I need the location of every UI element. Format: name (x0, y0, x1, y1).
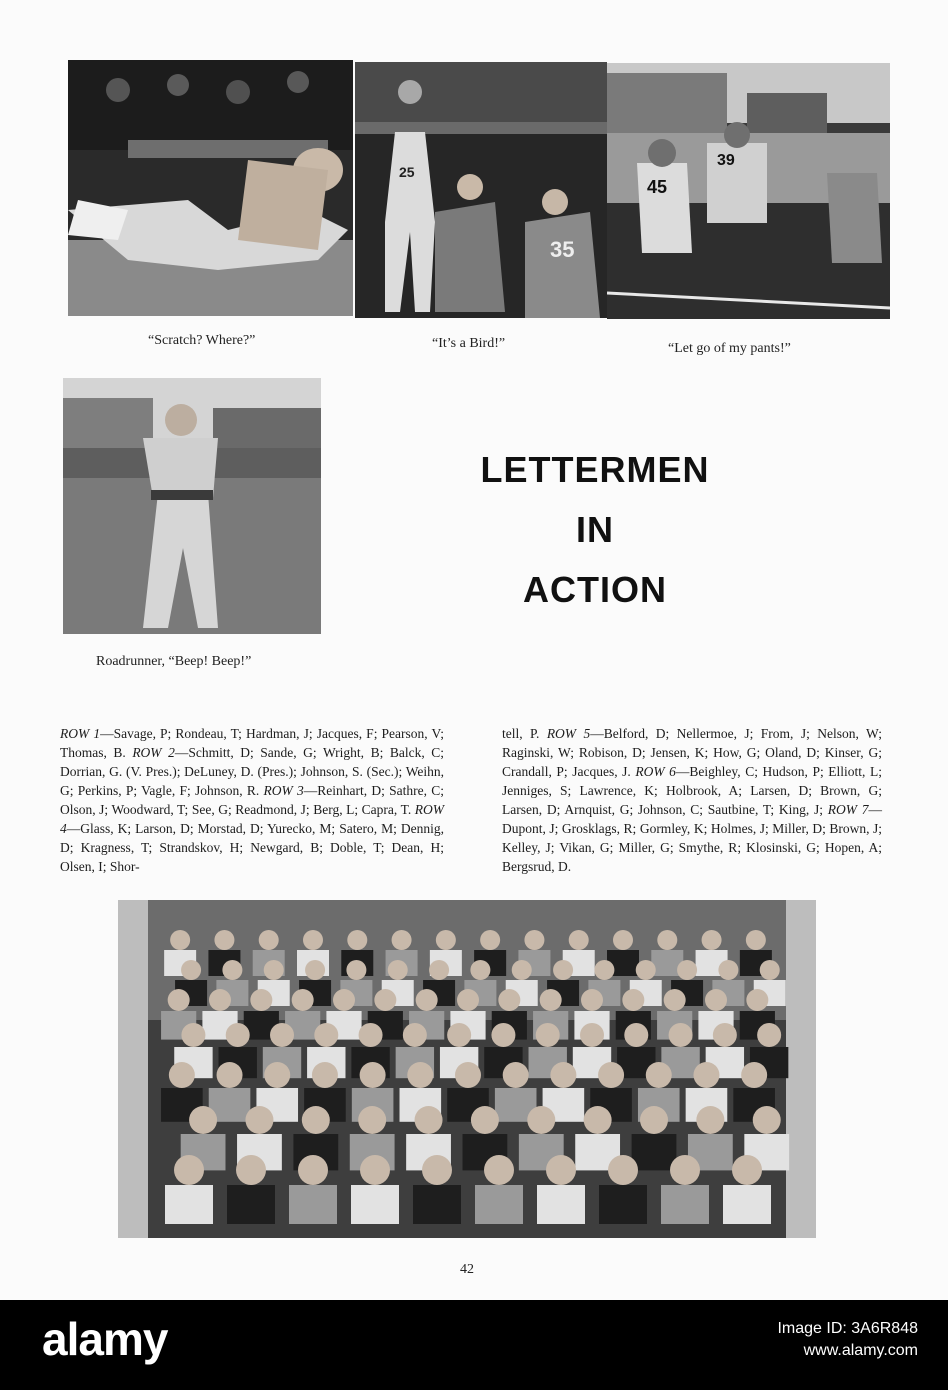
group-member-face (527, 1106, 555, 1134)
group-member-face (598, 1062, 624, 1088)
alamy-logo: alamy (42, 1313, 168, 1365)
basketball-jersey-number-25: 25 (399, 164, 415, 180)
group-member-face (455, 1062, 481, 1088)
group-member-face (392, 930, 412, 950)
group-member-face (702, 930, 722, 950)
group-member-body (475, 1185, 523, 1224)
group-member-face (415, 1106, 443, 1134)
group-member-body (537, 1185, 585, 1224)
wrestling-caption: “Scratch? Where?” (148, 333, 256, 348)
group-member-face (174, 1155, 204, 1185)
group-member-face (553, 960, 573, 980)
group-member-face (696, 1106, 724, 1134)
group-member-face (429, 960, 449, 980)
group-member-face (422, 1155, 452, 1185)
roster-row4-continued: tell, P. (502, 726, 547, 741)
group-member-face (498, 989, 520, 1011)
roster-right-column (502, 724, 882, 876)
group-member-face (664, 989, 686, 1011)
group-member-body (723, 1185, 771, 1224)
group-member-face (670, 1155, 700, 1185)
group-member-face (222, 960, 242, 980)
roster-row3-names: —Reinhart, D; Sathre, C; Olson, J; Woodward, T; See, G; Readmond, J; Berg, L; Capra, T. (60, 783, 444, 817)
group-member-face (471, 1106, 499, 1134)
group-member-face (540, 989, 562, 1011)
page-number: 42 (460, 1262, 474, 1277)
group-member-face (358, 1106, 386, 1134)
group-member-face (753, 1106, 781, 1134)
group-member-face (347, 930, 367, 950)
group-member-face (360, 1155, 390, 1185)
group-member-face (746, 930, 766, 950)
group-member-face (624, 1023, 648, 1047)
group-member-face (181, 1023, 205, 1047)
wrestling-photo (68, 60, 353, 316)
group-member-face (584, 1106, 612, 1134)
group-member-face (170, 930, 190, 950)
group-member-face (669, 1023, 693, 1047)
group-member-face (550, 1062, 576, 1088)
group-member-face (264, 1062, 290, 1088)
roster-row6-names: —Beighley, C; Hudson, P; Elliott, L; Jenniges, S; Lawrence, K; Holbrook, A; Larsen, D; Brown, G; Larsen, D; Arnquist, G; Johnson, C; Sautbine, T; King, J; (502, 764, 882, 817)
group-member-face (169, 1062, 195, 1088)
headline-line-2: IN (576, 509, 614, 550)
roster-row7-label: ROW 7 (827, 802, 869, 817)
group-member-face (305, 960, 325, 980)
roster-row4-names: —Glass, K; Larson, D; Morstad, D; Yurecko, M; Satero, M; Dennig, D; Kragness, T; Strandskov, H; Newgard, B; Doble, T; Dean, H; Olsen, I; Shor- (60, 821, 444, 874)
group-member-body (413, 1185, 461, 1224)
group-member-body (289, 1185, 337, 1224)
roster-row2-label: ROW 2 (132, 745, 175, 760)
group-member-face (314, 1023, 338, 1047)
group-member-face (259, 930, 279, 950)
group-member-face (403, 1023, 427, 1047)
group-member-body (351, 1185, 399, 1224)
basketball-photo (355, 62, 607, 318)
group-member-face (657, 930, 677, 950)
site-url: www.alamy.com (803, 1342, 918, 1359)
group-member-face (250, 989, 272, 1011)
group-member-face (491, 1023, 515, 1047)
roadrunner-caption: Roadrunner, “Beep! Beep!” (96, 654, 252, 669)
watermark-footer (0, 1300, 948, 1390)
group-member-body (661, 1185, 709, 1224)
group-member-body (599, 1185, 647, 1224)
football-jersey-number-39: 39 (717, 152, 735, 169)
roster-row3-label: ROW 3 (263, 783, 304, 798)
group-member-face (333, 989, 355, 1011)
group-member-face (407, 1062, 433, 1088)
group-member-face (613, 930, 633, 950)
roster-row1-names: —Savage, P; Rondeau, T; Hardman, J; Jacques, F; Pearson, V; Thomas, B. (60, 726, 444, 760)
group-member-face (713, 1023, 737, 1047)
roster-row5-label: ROW 5 (546, 726, 591, 741)
group-member-face (447, 1023, 471, 1047)
group-member-face (512, 960, 532, 980)
group-member-face (705, 989, 727, 1011)
group-member-face (168, 989, 190, 1011)
group-member-face (302, 1106, 330, 1134)
group-member-body (227, 1185, 275, 1224)
group-member-face (346, 960, 366, 980)
basketball-jersey-number-35: 35 (550, 237, 575, 262)
image-id: Image ID: 3A6R848 (777, 1320, 918, 1337)
group-member-face (580, 1023, 604, 1047)
group-member-face (436, 930, 456, 950)
group-member-face (374, 989, 396, 1011)
group-member-face (214, 930, 234, 950)
group-member-face (718, 960, 738, 980)
group-member-face (622, 989, 644, 1011)
group-member-face (594, 960, 614, 980)
group-member-face (746, 989, 768, 1011)
group-member-face (608, 1155, 638, 1185)
footer-image-info (777, 1318, 918, 1362)
football-jersey-number-45: 45 (647, 177, 668, 197)
group-member-face (693, 1062, 719, 1088)
basketball-caption: “It’s a Bird!” (432, 336, 506, 351)
group-member-face (503, 1062, 529, 1088)
group-member-body (632, 1134, 677, 1170)
group-member-face (524, 930, 544, 950)
group-member-face (636, 960, 656, 980)
football-caption: “Let go of my pants!” (668, 341, 791, 356)
group-member-face (581, 989, 603, 1011)
group-member-face (359, 1023, 383, 1047)
group-member-face (298, 1155, 328, 1185)
group-member-face (646, 1062, 672, 1088)
group-member-body (165, 1185, 213, 1224)
roster-left-column (60, 724, 444, 876)
group-member-face (226, 1023, 250, 1047)
group-member-face (416, 989, 438, 1011)
group-member-face (292, 989, 314, 1011)
group-member-face (480, 930, 500, 950)
group-member-face (189, 1106, 217, 1134)
roster-row6-label: ROW 6 (635, 764, 676, 779)
group-member-face (741, 1062, 767, 1088)
group-member-face (264, 960, 284, 980)
page-headline (470, 440, 720, 620)
roster-row5-names: —Belford, D; Nellermoe, J; From, J; Nelson, W; Raginski, W; Robison, D; Jensen, K; How, G; Oland, D; Kinser, G; Crandall, P; Jacques, J. (502, 726, 882, 779)
group-member-face (457, 989, 479, 1011)
roster-row4-label: ROW 4 (60, 802, 444, 836)
roster-row2-names: —Schmitt, D; Sande, G; Wright, B; Balck, C; Dorrian, G. (V. Pres.); DeLuney, D. (Pres.); Johnson, S. (Sec.); Weihn, G; Perkins, P; Vagle, F; Johnson, R. (60, 745, 445, 798)
group-member-face (388, 960, 408, 980)
headline-line-3: ACTION (523, 569, 667, 610)
group-member-face (217, 1062, 243, 1088)
group-photo (118, 900, 816, 1238)
group-member-face (546, 1155, 576, 1185)
group-member-face (536, 1023, 560, 1047)
group-member-face (303, 930, 323, 950)
group-member-face (236, 1155, 266, 1185)
roster-row7-names: —Dupont, J; Grosklags, R; Gormley, K; Holmes, J; Miller, D; Brown, J; Kelley, J; Vikan, G; Miller, G; Smythe, R; Klosinski, G; Hopen, A; Bergsrud, D. (502, 802, 882, 874)
group-member-face (484, 1155, 514, 1185)
headline-line-1: LETTERMEN (480, 449, 710, 490)
group-member-face (360, 1062, 386, 1088)
group-member-face (209, 989, 231, 1011)
group-member-face (181, 960, 201, 980)
group-member-face (470, 960, 490, 980)
roster-row1-label: ROW 1 (60, 726, 101, 741)
group-member-face (312, 1062, 338, 1088)
group-member-face (640, 1106, 668, 1134)
group-member-face (757, 1023, 781, 1047)
roadrunner-photo (63, 378, 321, 634)
group-member-face (569, 930, 589, 950)
football-photo (607, 63, 890, 319)
group-member-face (760, 960, 780, 980)
group-member-face (732, 1155, 762, 1185)
group-member-face (245, 1106, 273, 1134)
group-member-face (270, 1023, 294, 1047)
group-member-face (677, 960, 697, 980)
